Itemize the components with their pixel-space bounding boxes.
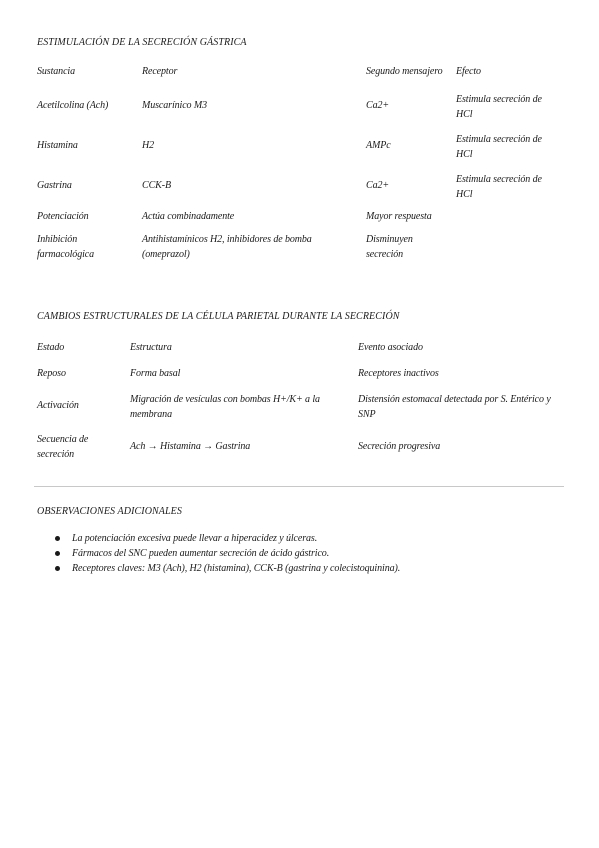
- stimulation-table: [37, 64, 557, 262]
- cell-efecto: Estimula secreción de HCl: [456, 94, 542, 120]
- cell-efecto: [456, 207, 557, 232]
- cell-receptor: CCK-B: [142, 180, 171, 191]
- cell-receptor: Antihistamínicos H2, inhibidores de bomba (omeprazol): [142, 234, 312, 260]
- structural-changes-table: [37, 340, 562, 462]
- list-item: [72, 531, 400, 546]
- cell-estructura: Migración de vesículas con bombas H+/K+ a la membrana: [130, 394, 320, 420]
- observations-list: [52, 531, 400, 576]
- table-row: [37, 366, 562, 392]
- list-item: [72, 546, 400, 561]
- cell-receptor: Muscarínico M3: [142, 100, 207, 111]
- cell-segundo-mensajero: Ca2+: [366, 100, 390, 111]
- cell-evento-asociado: Receptores inactivos: [358, 368, 439, 379]
- table-row: [37, 92, 557, 132]
- cell-evento-asociado: Secreción progresiva: [358, 441, 441, 452]
- list-item: [72, 561, 400, 576]
- cell-efecto: Estimula secreción de HCl: [456, 174, 542, 200]
- cell-evento-asociado: Distensión estomacal detectada por S. Entérico y SNP: [358, 394, 551, 420]
- cell-estructura: Ach → Histamina → Gastrina: [130, 441, 251, 452]
- cell-estructura: Forma basal: [130, 368, 181, 379]
- table-row: [37, 172, 557, 207]
- cell-sustancia: Inhibición farmacológica: [37, 234, 95, 260]
- header-sustancia: Sustancia: [37, 66, 75, 77]
- cell-sustancia: Gastrina: [37, 180, 72, 191]
- cell-estado: Activación: [37, 400, 79, 411]
- cell-segundo-mensajero: Mayor respuesta: [366, 211, 432, 222]
- list-item-text: La potenciación excesiva puede llevar a hiperacidez y úlceras.: [72, 533, 318, 544]
- cell-estado: Reposo: [37, 368, 66, 379]
- header-estado: Estado: [37, 342, 65, 353]
- section3-title: OBSERVACIONES ADICIONALES: [37, 506, 182, 517]
- cell-segundo-mensajero: Disminuyen secreción: [366, 234, 413, 260]
- header-evento-asociado: Evento asociado: [358, 342, 423, 353]
- table-header-row: [37, 340, 562, 366]
- cell-efecto: [456, 232, 557, 262]
- cell-segundo-mensajero: AMPc: [366, 140, 391, 151]
- section2-title: CAMBIOS ESTRUCTURALES DE LA CÉLULA PARIETAL DURANTE LA SECRECIÓN: [37, 311, 400, 322]
- cell-sustancia: Acetilcolina (Ach): [37, 100, 109, 111]
- header-receptor: Receptor: [142, 66, 178, 77]
- bullet-icon: [55, 566, 60, 571]
- table-row: [37, 392, 562, 432]
- section1-title: ESTIMULACIÓN DE LA SECRECIÓN GÁSTRICA: [37, 37, 247, 48]
- header-estructura: Estructura: [130, 342, 172, 353]
- cell-segundo-mensajero: Ca2+: [366, 180, 390, 191]
- cell-receptor: H2: [142, 140, 155, 151]
- bullet-icon: [55, 551, 60, 556]
- table-row: [37, 232, 557, 262]
- cell-efecto: Estimula secreción de HCl: [456, 134, 542, 160]
- cell-sustancia: Histamina: [37, 140, 78, 151]
- table-row: [37, 432, 562, 462]
- bullet-icon: [55, 536, 60, 541]
- header-segundo-mensajero: Segundo mensajero: [366, 66, 443, 77]
- table-header-row: [37, 64, 557, 92]
- list-item-text: Fármacos del SNC pueden aumentar secreción de ácido gástrico.: [72, 548, 330, 559]
- cell-sustancia: Potenciación: [37, 211, 89, 222]
- table-row: [37, 207, 557, 232]
- cell-receptor: Actúa combinadamente: [142, 211, 235, 222]
- list-item-text: Receptores claves: M3 (Ach), H2 (histamina), CCK-B (gastrina y colecistoquinina).: [72, 563, 401, 574]
- header-efecto: Efecto: [456, 66, 481, 77]
- cell-estado: Secuencia de secreción: [37, 434, 89, 460]
- table-row: [37, 132, 557, 172]
- section-divider: [34, 486, 564, 487]
